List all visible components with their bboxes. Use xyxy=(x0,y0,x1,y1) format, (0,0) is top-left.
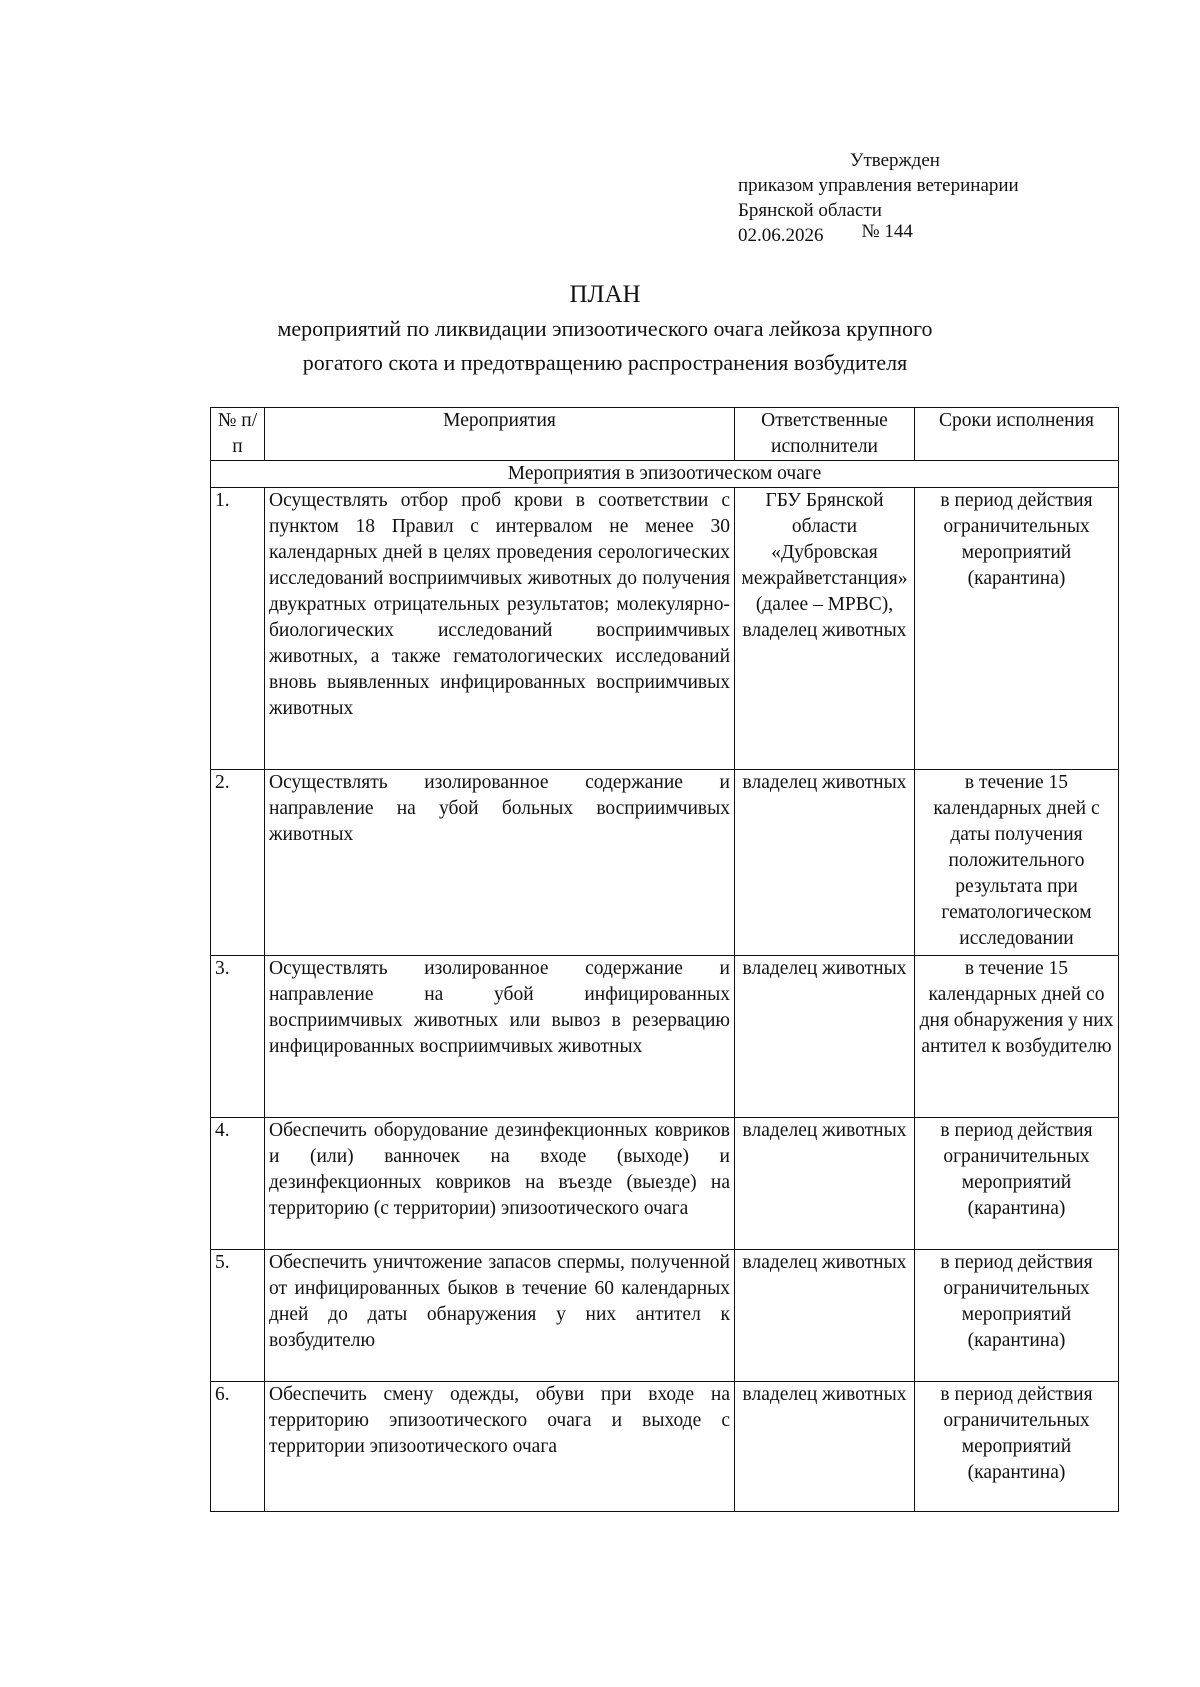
document-subtitle-line-2: рогатого скота и предотвращению распространения возбудителя xyxy=(302,350,908,375)
row-action: Осуществлять изолированное содержание и направление на убой инфицированных восприимчивых животных или вывоз в резервацию инфицированных восприимчивых животных xyxy=(265,956,735,1118)
table-header-row xyxy=(211,408,1119,461)
approval-number: № 144 xyxy=(861,221,913,242)
row-term: в период действия ограничительных мероприятий (карантина) xyxy=(915,488,1119,770)
row-num: 3. xyxy=(211,956,265,1118)
document-subtitle-line-1: мероприятий по ликвидации эпизоотического очага лейкоза крупного xyxy=(277,316,933,341)
row-term: в течение 15 календарных дней с даты получения положительного результата при гематологическом исследовании xyxy=(915,770,1119,956)
table-row xyxy=(211,1250,1119,1382)
row-executor: ГБУ Брянской области «Дубровская межрайветстанция» (далее – МРВС), владелец животных xyxy=(735,488,915,770)
row-term: в период действия ограничительных мероприятий (карантина) xyxy=(915,1382,1119,1512)
approval-stamp xyxy=(738,148,1019,248)
row-executor: владелец животных xyxy=(735,956,915,1118)
row-executor: владелец животных xyxy=(735,1118,915,1250)
title-block xyxy=(180,280,1030,378)
header-term: Сроки исполнения xyxy=(915,408,1119,461)
document-title: ПЛАН xyxy=(569,281,641,308)
table-row xyxy=(211,770,1119,956)
table-row xyxy=(211,488,1119,770)
row-term: в период действия ограничительных мероприятий (карантина) xyxy=(915,1118,1119,1250)
section-title: Мероприятия в эпизоотическом очаге xyxy=(211,461,1119,488)
row-num: 6. xyxy=(211,1382,265,1512)
approval-line-2: приказом управления ветеринарии xyxy=(738,175,1019,196)
row-num: 5. xyxy=(211,1250,265,1382)
row-executor: владелец животных xyxy=(735,1250,915,1382)
plan-table xyxy=(210,407,1119,1512)
row-term: в течение 15 календарных дней со дня обнаружения у них антител к возбудителю xyxy=(915,956,1119,1118)
row-term: в период действия ограничительных мероприятий (карантина) xyxy=(915,1250,1119,1382)
row-executor: владелец животных xyxy=(735,770,915,956)
row-num: 2. xyxy=(211,770,265,956)
row-num: 4. xyxy=(211,1118,265,1250)
row-action: Осуществлять изолированное содержание и направление на убой больных восприимчивых животных xyxy=(265,770,735,956)
table-row xyxy=(211,1118,1119,1250)
header-executor: Ответственные исполнители xyxy=(735,408,915,461)
section-row xyxy=(211,461,1119,488)
row-executor: владелец животных xyxy=(735,1382,915,1512)
header-num: № п/п xyxy=(211,408,265,461)
approval-date: 02.06.2026 xyxy=(738,225,824,246)
row-num: 1. xyxy=(211,488,265,770)
header-action: Мероприятия xyxy=(265,408,735,461)
approval-line-3: Брянской области xyxy=(738,200,882,221)
table-row xyxy=(211,1382,1119,1512)
row-action: Обеспечить оборудование дезинфекционных ковриков и (или) ванночек на входе (выходе) и дезинфекционных ковриков на въезде (выезде) на территорию (с территории) эпизоотического очага xyxy=(265,1118,735,1250)
table-row xyxy=(211,956,1119,1118)
row-action: Обеспечить смену одежды, обуви при входе на территорию эпизоотического очага и выходе с территории эпизоотического очага xyxy=(265,1382,735,1512)
row-action: Осуществлять отбор проб крови в соответствии с пунктом 18 Правил с интервалом не менее 30 календарных дней в целях проведения серологических исследований восприимчивых животных до получения двукратных отрицательных результатов; молекулярно-биологических исследований восприимчивых животных, а также гематологических исследований вновь выявленных инфицированных восприимчивых животных xyxy=(265,488,735,770)
row-action: Обеспечить уничтожение запасов спермы, полученной от инфицированных быков в течение 60 календарных дней до даты обнаружения у них антител к возбудителю xyxy=(265,1250,735,1382)
approval-line-1: Утвержден xyxy=(850,150,940,171)
approval-date-row xyxy=(738,223,1019,248)
